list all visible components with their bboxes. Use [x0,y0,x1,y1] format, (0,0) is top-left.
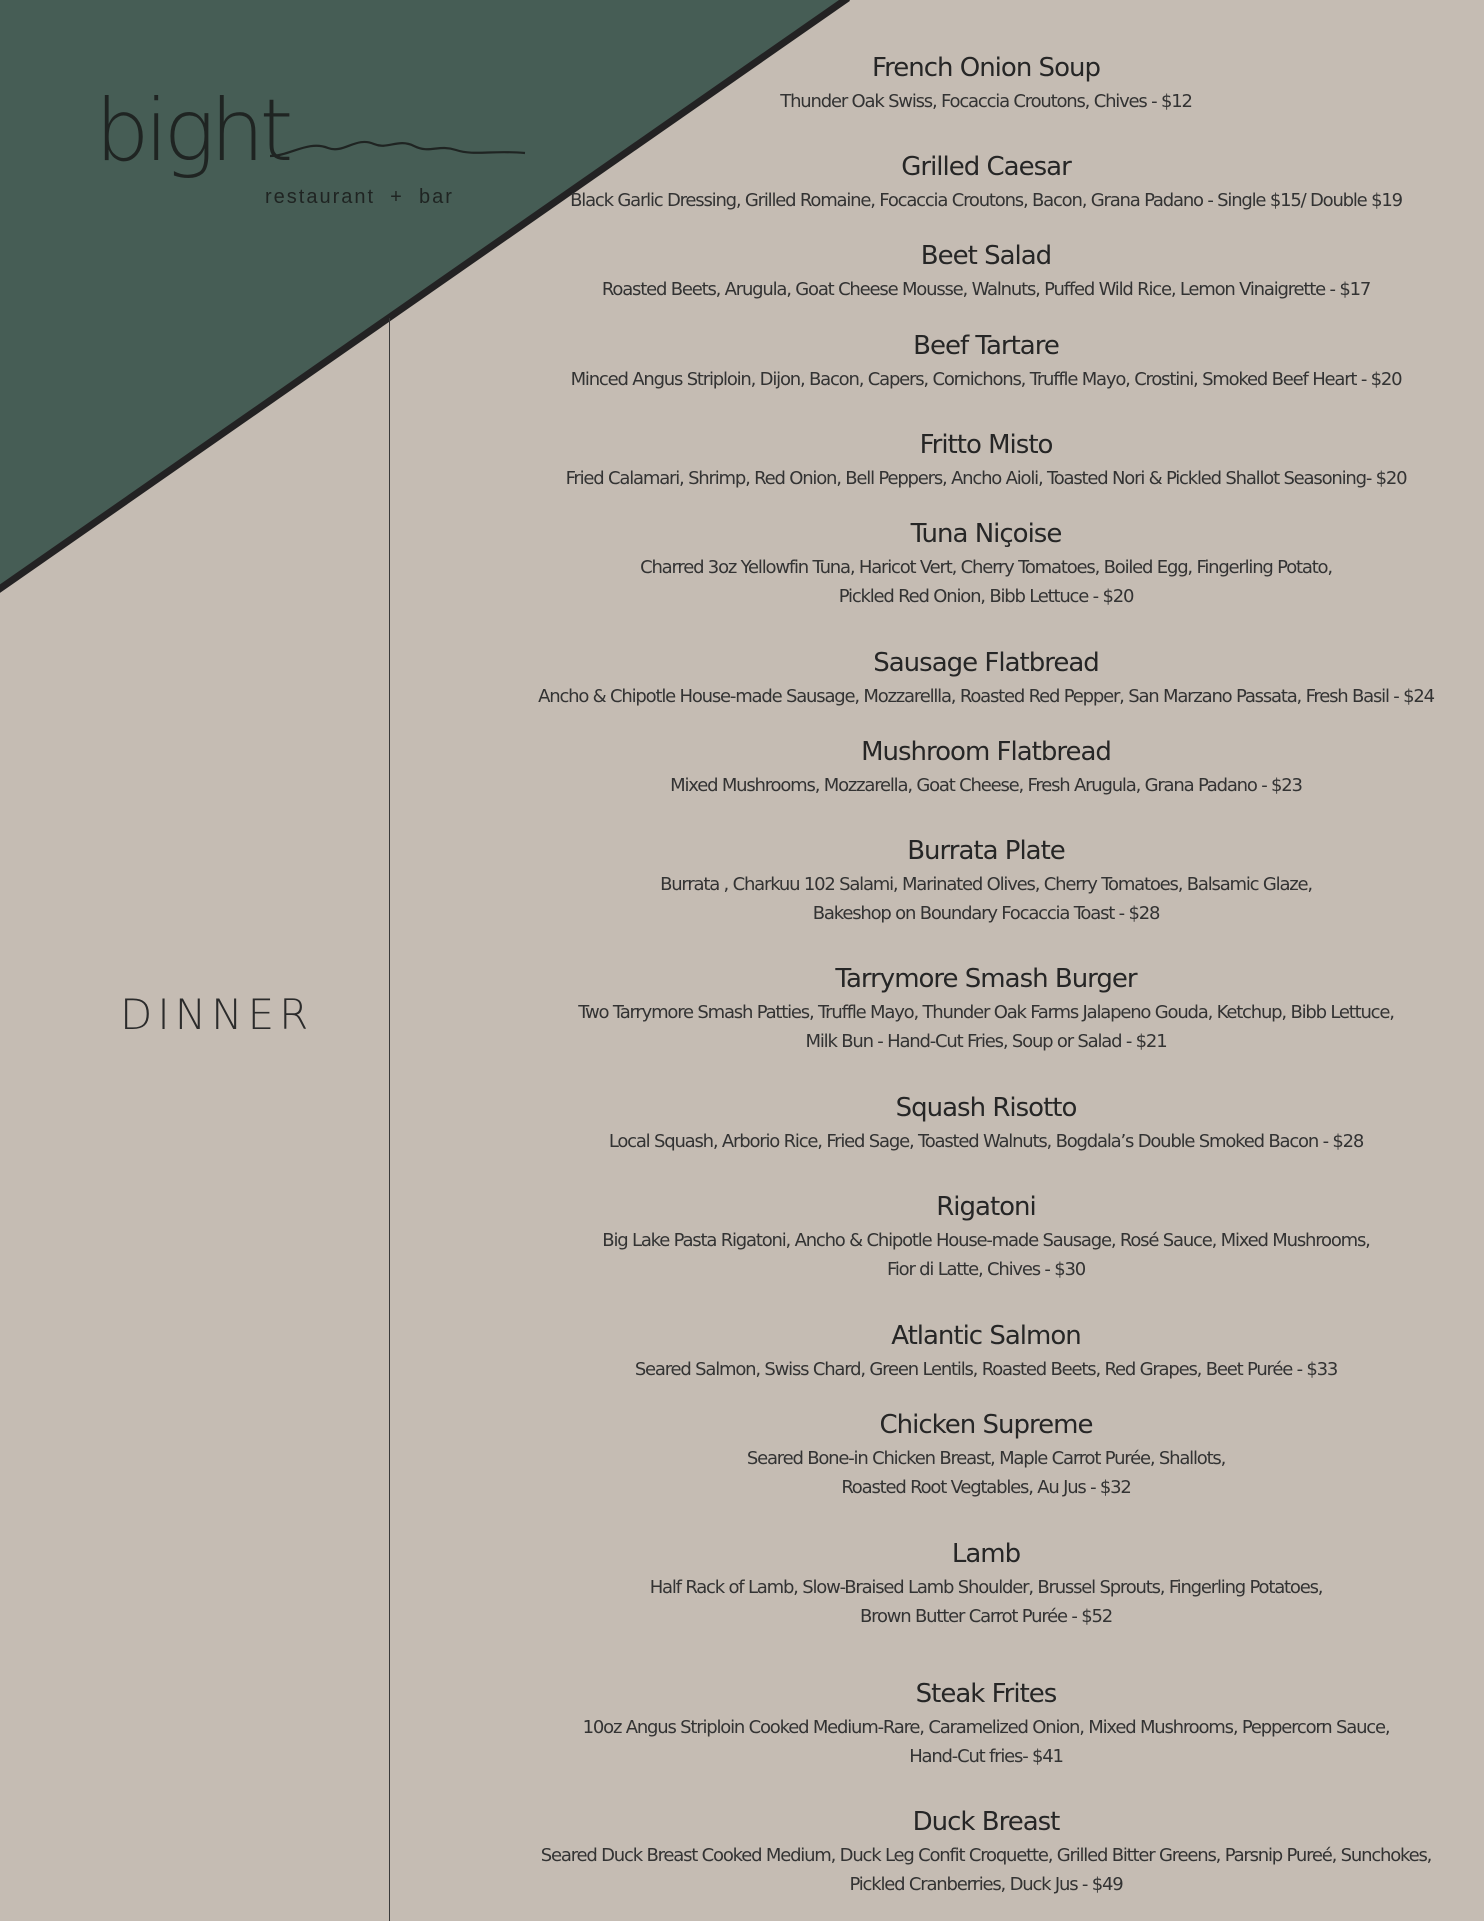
menu-item-name: Lamb [951,1539,1021,1569]
menu-item-description: Brown Butter Carrot Purée - $52 [860,1606,1112,1627]
menu-item-description: Big Lake Pasta Rigatoni, Ancho & Chipotle House-made Sausage, Rosé Sauce, Mixed Mushrooms, [602,1230,1370,1251]
menu-item-name: Burrata Plate [907,836,1065,866]
menu-item-name: Sausage Flatbread [873,648,1099,678]
menu-item-description: Half Rack of Lamb, Slow-Braised Lamb Shoulder, Brussel Sprouts, Fingerling Potatoes, [649,1577,1323,1598]
menu-item-description: Mixed Mushrooms, Mozzarella, Goat Cheese, Fresh Arugula, Grana Padano - $23 [670,775,1302,796]
menu-item-description: Local Squash, Arborio Rice, Fried Sage, Toasted Walnuts, Bogdala’s Double Smoked Bacon - $28 [608,1131,1364,1152]
menu-item-description: Seared Salmon, Swiss Chard, Green Lentils, Roasted Beets, Red Grapes, Beet Purée - $33 [634,1359,1338,1380]
menu-item-description: Seared Duck Breast Cooked Medium, Duck Leg Confit Croquette, Grilled Bitter Greens, Parsnip Pureé, Sunchokes, [540,1845,1432,1866]
menu-item-name: French Onion Soup [872,53,1100,83]
menu-item-duck-breast [505,1806,1467,1899]
menu-item-rigatoni [505,1191,1467,1284]
menu-item-lamb [505,1538,1467,1631]
menu-item-description: Milk Bun - Hand-Cut Fries, Soup or Salad - $21 [805,1031,1167,1052]
menu-item-steak-frites [505,1678,1467,1771]
menu-item-atlantic-salmon [505,1320,1467,1384]
logo-subtitle: restaurant + bar [265,186,454,208]
menu-item-chicken-supreme [505,1409,1467,1502]
menu-item-name: Tarrymore Smash Burger [835,964,1137,994]
menu-item-squash-risotto [505,1092,1467,1156]
menu-item-description: Roasted Root Vegtables, Au Jus - $32 [841,1477,1131,1498]
menu-item-description: Bakeshop on Boundary Focaccia Toast - $28 [812,903,1160,924]
menu-item-description: Fried Calamari, Shrimp, Red Onion, Bell Peppers, Ancho Aioli, Toasted Nori & Pickled Shallot Seasoning- $20 [565,468,1407,489]
menu-item-burrata-plate [505,835,1467,928]
menu-item-description: Seared Bone-in Chicken Breast, Maple Carrot Purée, Shallots, [746,1448,1226,1469]
menu-item-tarrymore-smash-burger [505,963,1467,1056]
vertical-divider [389,318,390,1921]
menu-item-name: Chicken Supreme [879,1410,1093,1440]
menu-item-fritto-misto [505,429,1467,493]
menu-item-description: 10oz Angus Striploin Cooked Medium-Rare, Caramelized Onion, Mixed Mushrooms, Peppercorn Sauce, [582,1717,1390,1738]
menu-item-description: Burrata , Charkuu 102 Salami, Marinated Olives, Cherry Tomatoes, Balsamic Glaze, [660,874,1312,895]
menu-item-description: Two Tarrymore Smash Patties, Truffle Mayo, Thunder Oak Farms Jalapeno Gouda, Ketchup, Bibb Lettuce, [578,1002,1394,1023]
menu-item-description: Charred 3oz Yellowfin Tuna, Haricot Vert, Cherry Tomatoes, Boiled Egg, Fingerling Potato, [640,557,1332,578]
menu-item-beef-tartare [505,330,1467,394]
section-title: DINNER [120,990,314,1039]
menu-item-name: Beet Salad [920,241,1052,271]
menu-item-name: Tuna Niçoise [910,519,1062,549]
menu-item-name: Atlantic Salmon [891,1321,1081,1351]
logo [95,81,455,218]
menu-item-beet-salad [505,240,1467,304]
menu-item-description: Pickled Cranberries, Duck Jus - $49 [849,1874,1123,1895]
menu-item-name: Beef Tartare [913,331,1059,361]
logo-wave-icon [270,128,530,168]
menu-item-name: Fritto Misto [919,430,1053,460]
menu-item-description: Fior di Latte, Chives - $30 [887,1259,1085,1280]
menu-item-sausage-flatbread [505,647,1467,711]
menu-item-name: Duck Breast [912,1807,1060,1837]
menu-item-grilled-caesar [505,151,1467,215]
menu-item-description: Thunder Oak Swiss, Focaccia Croutons, Chives - $12 [780,91,1192,112]
menu-item-mushroom-flatbread [505,736,1467,800]
menu-item-description: Pickled Red Onion, Bibb Lettuce - $20 [838,586,1134,607]
menu-item-tuna-nicoise [505,518,1467,611]
menu-item-name: Rigatoni [936,1192,1036,1222]
menu-item-french-onion-soup [505,52,1467,116]
logo-wordmark: bight [95,81,289,181]
menu-item-description: Hand-Cut fries- $41 [909,1746,1063,1767]
menu-item-name: Squash Risotto [895,1093,1077,1123]
menu-item-description: Roasted Beets, Arugula, Goat Cheese Mousse, Walnuts, Puffed Wild Rice, Lemon Vinaigrette - $17 [601,279,1371,300]
menu-item-name: Mushroom Flatbread [861,737,1111,767]
menu-item-description: Minced Angus Striploin, Dijon, Bacon, Capers, Cornichons, Truffle Mayo, Crostini, Smoked Beef Heart - $20 [570,369,1402,390]
menu-item-description: Black Garlic Dressing, Grilled Romaine, Focaccia Croutons, Bacon, Grana Padano - Single $15/ Double $19 [570,190,1402,211]
menu-item-name: Steak Frites [915,1679,1057,1709]
menu-item-description: Ancho & Chipotle House-made Sausage, Mozzarellla, Roasted Red Pepper, San Marzano Passata, Fresh Basil - $24 [538,686,1434,707]
menu-item-name: Grilled Caesar [901,152,1071,182]
